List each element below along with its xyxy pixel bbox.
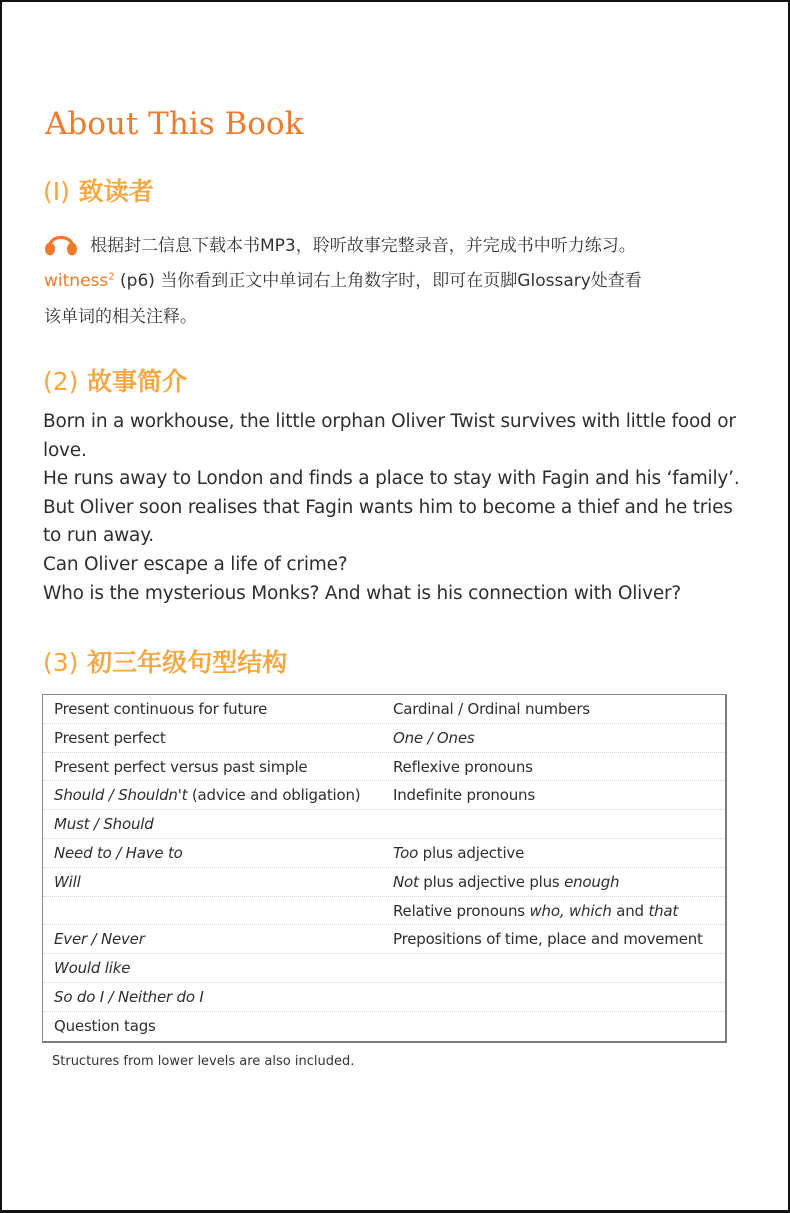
cell-text: So do I / Neither do I [54,988,204,1006]
table-cell-left [54,700,267,718]
table-row [43,839,725,868]
cell-text: Must / Should [54,815,154,834]
headphones-icon [43,226,79,258]
cell-text: Not [393,872,419,891]
cell-text: Present perfect versus past simple [54,757,308,776]
cell-text: Would like [54,959,131,978]
cell-text: enough [564,872,620,891]
table-row [43,695,725,724]
summary-paragraph: Can Oliver escape a life of crime? [43,553,348,575]
cell-text: Too [393,844,419,862]
cell-text: (advice and obligation) [187,786,361,805]
table-cell-right [393,786,535,804]
table-row [43,868,725,897]
summary-paragraph: Who is the mysterious Monks? And what is his connection with Oliver? [43,582,682,604]
grammar-structures-table [42,694,727,1043]
cell-text: One / Ones [393,728,475,747]
table-cell-left [54,959,130,977]
table-row [43,954,725,983]
table-cell-right [393,844,524,862]
audio-instructions: 根据封二信息下载本书MP3，聆听故事完整录音，并完成书中听力练习。 [90,236,636,256]
section-heading-to-readers [43,172,154,208]
cell-text: Question tags [54,1016,156,1035]
section-title: 故事简介 [87,367,188,396]
glossary-instructions-line-1 [44,266,642,291]
cell-text: that [648,901,679,920]
cell-text: who, which [529,901,612,920]
table-row [43,781,725,810]
table-cell-right [393,729,475,747]
cell-text: Relative pronouns [393,901,530,920]
table-row [43,925,725,954]
table-row [43,1012,725,1041]
cell-text: Should / Shouldn't [54,786,188,805]
table-cell-right [393,873,619,891]
section-number: (I) [43,177,70,206]
table-cell-left [54,844,183,862]
table-cell-left [54,873,81,891]
table-row [43,724,725,753]
section-number: (2) [43,367,79,396]
table-cell-left [54,729,166,747]
cell-text: Reflexive pronouns [393,757,533,776]
glossary-instructions-line-2: 该单词的相关注释。 [44,307,197,327]
table-cell-left [54,1017,156,1035]
cell-text: Indefinite pronouns [393,786,535,805]
cell-text: plus adjective plus [418,872,565,891]
table-row [43,753,725,782]
table-footnote: Structures from lower levels are also included. [52,1054,355,1069]
glossary-text: 当你看到正文中单词右上角数字时，即可在页脚Glossary处查看 [160,271,642,291]
section-title: 初三年级句型结构 [87,648,288,677]
table-row [43,810,725,839]
cell-text: Present continuous for future [54,700,268,718]
glossary-example-page: (p6) [120,271,155,291]
table-cell-left [54,758,307,776]
table-cell-right [393,930,703,948]
glossary-example-word: witness$^2$ [44,271,115,291]
cell-text: and [611,901,649,920]
section-number: (3) [43,648,79,677]
table-cell-right [393,758,533,776]
table-cell-right [393,902,678,920]
table-cell-left [54,988,204,1006]
page-title: About This Book [45,106,304,142]
section-heading-grammar-structures [43,643,287,679]
table-row [43,983,725,1012]
cell-text: Present perfect [54,728,166,747]
table-row [43,897,725,926]
story-summary [43,408,743,608]
table-cell-left [54,930,145,948]
summary-paragraph: He runs away to London and finds a place to stay with Fagin and his ‘family’. But Oliver soon realises that Fagin wants him to become a thief and he tries to run away. [43,468,740,547]
cell-text: Prepositions of time, place and movement [393,930,703,949]
table-cell-left [54,786,360,804]
cell-text: Will [54,872,81,891]
cell-text: plus adjective [418,844,525,862]
cell-text: Need to / Have to [54,844,183,862]
cell-text: Cardinal / Ordinal numbers [393,700,590,718]
section-heading-story-summary [43,362,187,398]
summary-paragraph: Born in a workhouse, the little orphan Oliver Twist survives with little food or love. [43,411,736,461]
table-cell-left [54,815,154,833]
table-cell-right [393,700,590,718]
cell-text: Ever / Never [54,930,145,949]
section-title: 致读者 [78,177,154,206]
